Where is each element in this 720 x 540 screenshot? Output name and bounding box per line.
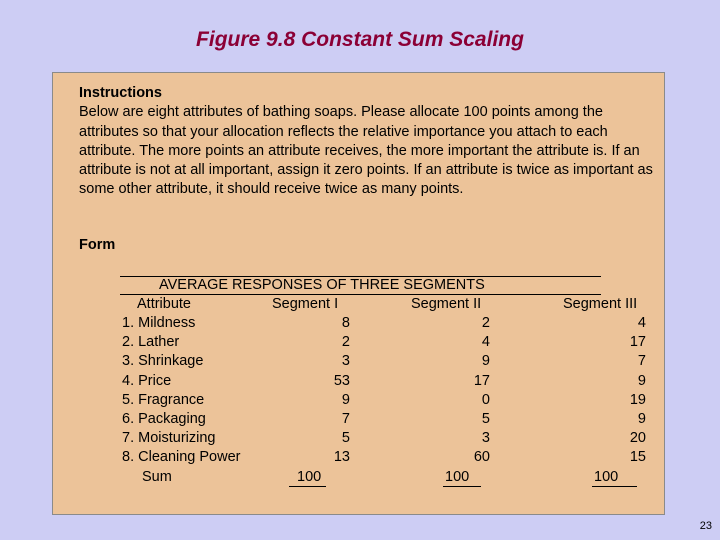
column-header-segment-3: Segment III — [563, 296, 638, 312]
sum-rule-3 — [592, 486, 637, 487]
row-segment-2-value: 4 — [481, 334, 490, 351]
sum-segment-1: 100 — [297, 469, 322, 485]
row-segment-3-value: 19 — [629, 391, 646, 408]
row-segment-3-value: 9 — [637, 372, 646, 389]
row-segment-1-value: 7 — [341, 411, 350, 427]
column-header-segment-1: Segment I — [272, 296, 339, 312]
row-attribute: 2. Lather — [122, 334, 180, 351]
row-attribute: 8. Cleaning Power — [122, 449, 241, 466]
row-segment-1-value: 8 — [341, 315, 350, 331]
row-segment-2-value: 60 — [473, 449, 490, 466]
slide-title: Figure 9.8 Constant Sum Scaling — [196, 28, 524, 51]
row-segment-3-value: 4 — [637, 315, 646, 331]
column-header-segment-2: Segment II — [411, 296, 482, 312]
row-segment-2-value: 9 — [481, 353, 490, 370]
row-segment-1-value: 13 — [333, 449, 350, 466]
row-attribute: 4. Price — [122, 372, 172, 389]
row-segment-3-value: 20 — [629, 430, 646, 447]
sum-label: Sum — [142, 469, 172, 485]
instructions-text: Below are eight attributes of bathing soaps. Please allocate 100 points among the attributes so that your allocation reflects the relative importance you attach to each attribute. The more points an attribute receives, the more important the attribute is. If an attribute is not at all important, assign it zero points. If an attribute is twice as important as some other attribute, it should receive twice as many points. — [79, 104, 653, 198]
form-heading: Form — [79, 237, 116, 253]
row-segment-1-value: 9 — [341, 391, 350, 408]
row-segment-1-value: 53 — [333, 372, 350, 389]
instructions-heading: Instructions — [79, 85, 162, 101]
sum-rule-1 — [289, 486, 326, 487]
sum-rule-2 — [443, 486, 481, 487]
row-attribute: 6. Packaging — [122, 411, 206, 427]
row-attribute: 1. Mildness — [122, 315, 196, 331]
row-segment-1-value: 3 — [341, 353, 350, 370]
row-segment-1-value: 2 — [341, 334, 350, 351]
row-segment-2-value: 0 — [481, 391, 490, 408]
table-banner: AVERAGE RESPONSES OF THREE SEGMENTS — [159, 277, 485, 293]
row-segment-2-value: 3 — [481, 430, 490, 447]
row-attribute: 5. Fragrance — [122, 391, 205, 408]
row-segment-3-value: 7 — [637, 353, 646, 370]
row-segment-2-value: 17 — [473, 372, 490, 389]
row-segment-2-value: 2 — [481, 315, 490, 331]
row-segment-3-value: 15 — [629, 449, 646, 466]
instructions-block — [79, 84, 661, 200]
sum-segment-2: 100 — [445, 469, 470, 485]
page-number: 23 — [699, 520, 712, 532]
row-segment-3-value: 17 — [629, 334, 646, 351]
row-segment-3-value: 9 — [637, 411, 646, 427]
column-header-attribute: Attribute — [137, 296, 191, 312]
sum-segment-3: 100 — [594, 469, 619, 485]
table-banner-rule — [120, 294, 601, 295]
row-attribute: 3. Shrinkage — [122, 353, 204, 370]
row-segment-2-value: 5 — [481, 411, 490, 427]
row-attribute: 7. Moisturizing — [122, 430, 216, 447]
row-segment-1-value: 5 — [341, 430, 350, 447]
